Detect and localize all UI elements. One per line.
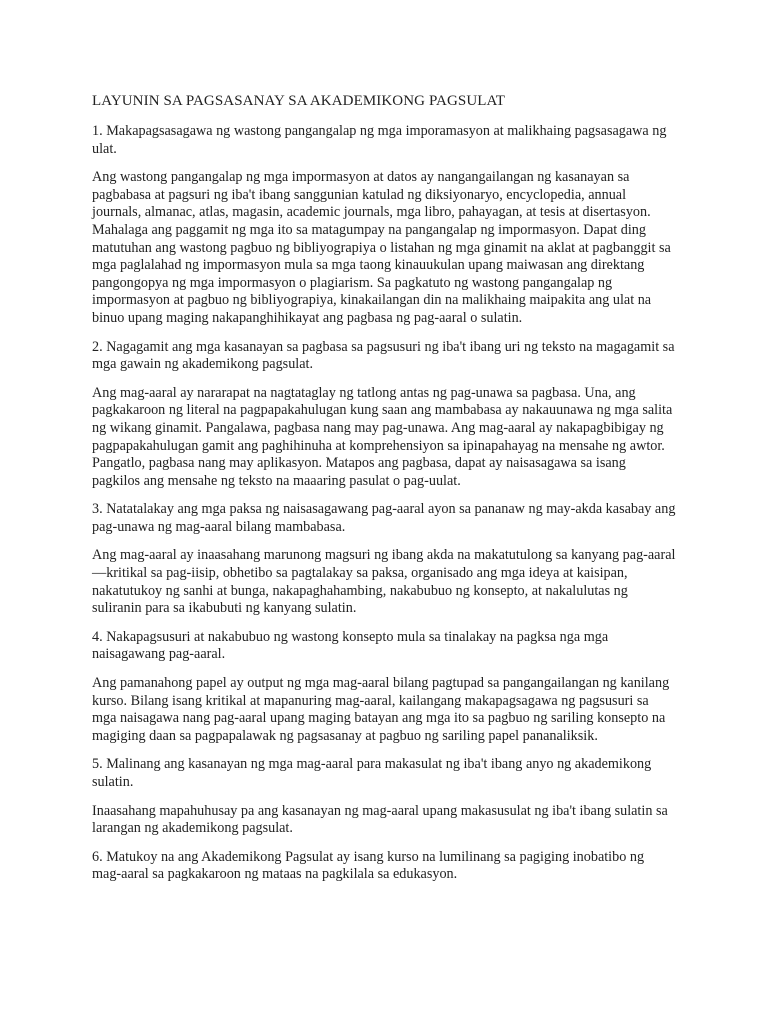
- objective-3: 3. Natatalakay ang mga paksa ng naisasagawang pag-aaral ayon sa pananaw ng may-akda kasabay ang pag-unawa ng mag-aaral bilang mambabasa.: [92, 501, 676, 535]
- objective-3-explanation: Ang mag-aaral ay inaasahang marunong magsuri ng ibang akda na makatutulong sa kanyang pag-aaral—kritikal sa pag-iisip, obhetibo sa pagtalakay sa paksa, organisado ang mga ideya at kaisipan, nakatutukoy ng sanhi at bunga, nakapaghahambing, nakabubuo ng konsepto, at nakalulutas ng suliranin para sa ikabubuti ng kanyang sulatin.: [92, 547, 676, 617]
- objective-2: 2. Nagagamit ang mga kasanayan sa pagbasa sa pagsusuri ng iba't ibang uri ng teksto na magagamit sa mga gawain ng akademikong pagsulat.: [92, 338, 675, 373]
- objective-4: 4. Nakapagsusuri at nakabubuo ng wastong konsepto mula sa tinalakay na pagksa nga mga naisagawang pag-aaral.: [92, 628, 609, 663]
- objective-1-explanation: Ang wastong pangangalap ng mga impormasyon at datos ay nangangailangan ng kasanayan sa pagbabasa at pagsuri ng iba't ibang sanggunian katulad ng diksiyonaryo, encyclopedia, annual journals, almanac, atlas, magasin, academic journals, mga libro, pahayagan, at tesis at disertasyon. Mahalaga ang paggamit ng mga ito sa matagumpay na pangangalap ng impormasyon. Dapat ding matutuhan ang wastong pagbuo ng bibliyograpiya o listahan ng mga ginamit na aklat at pagbanggit sa mga paglalahad ng impormasyon mula sa mga taong kinauukulan upang maiwasan ang direktang pangongopya ng mga impormasyon o plagiarism. Sa pagkatuto ng wastong pangangalap ng impormasyon at pagbuo ng bibliyograpiya, kinakailangan din na malikhaing maipakita ang ulat na binuo upang maging nakapanghihikayat ang pagbasa ng pag-aaral o sulatin.: [92, 169, 671, 326]
- objective-2-explanation: Ang mag-aaral ay nararapat na nagtataglay ng tatlong antas ng pag-unawa sa pagbasa. Una, ang pagkakaroon ng literal na pagpapakahulugan kung saan ang mambabasa ay nakauunawa ng mga salita ng wikang ginamit. Pangalawa, pagbasa nang may pag-unawa. Ang mag-aaral ay nakapagbibigay ng pagpapakahulugan gamit ang paghihinuha at komprehensiyon sa ipinapahayag na mensahe ng awtor. Pangatlo, pagbasa nang may aplikasyon. Matapos ang pagbasa, dapat ay naisasagawa sa isang pagkilos ang mensahe ng teksto na maaaring pasulat o pag-uulat.: [92, 384, 673, 489]
- objective-5: 5. Malinang ang kasanayan ng mga mag-aaral para makasulat ng iba't ibang anyo ng akademikong sulatin.: [92, 756, 652, 790]
- document-title: LAYUNIN SA PAGSASANAY SA AKADEMIKONG PAGSULAT: [92, 93, 506, 109]
- objective-4-explanation: Ang pamanahong papel ay output ng mga mag-aaral bilang pagtupad sa pangangailangan ng kanilang kurso. Bilang isang kritikal at mapanuring mag-aaral, kailangang makapagsagawa ng pagsusuri sa mga naisagawa nang pag-aaral upang maging batayan ang mga ito sa pagbuo ng sariling konsepto na magiging daan sa pagpapalawak ng pagsasanay at pagbuo ng sariling papel pananaliksik.: [92, 675, 670, 744]
- objective-6: 6. Matukoy na ang Akademikong Pagsulat ay isang kurso na lumilinang sa pagiging inobatibo ng mag-aaral sa pagkakaroon ng mataas na pagkilala sa edukasyon.: [92, 848, 645, 883]
- objective-1: 1. Makapagsasagawa ng wastong pangangalap ng mga imporamasyon at malikhaing pagsasagawa ng ulat.: [92, 123, 667, 157]
- objective-5-explanation: Inaasahang mapahuhusay pa ang kasanayan ng mag-aaral upang makasusulat ng iba't ibang sulatin sa larangan ng akademikong pagsulat.: [92, 802, 668, 837]
